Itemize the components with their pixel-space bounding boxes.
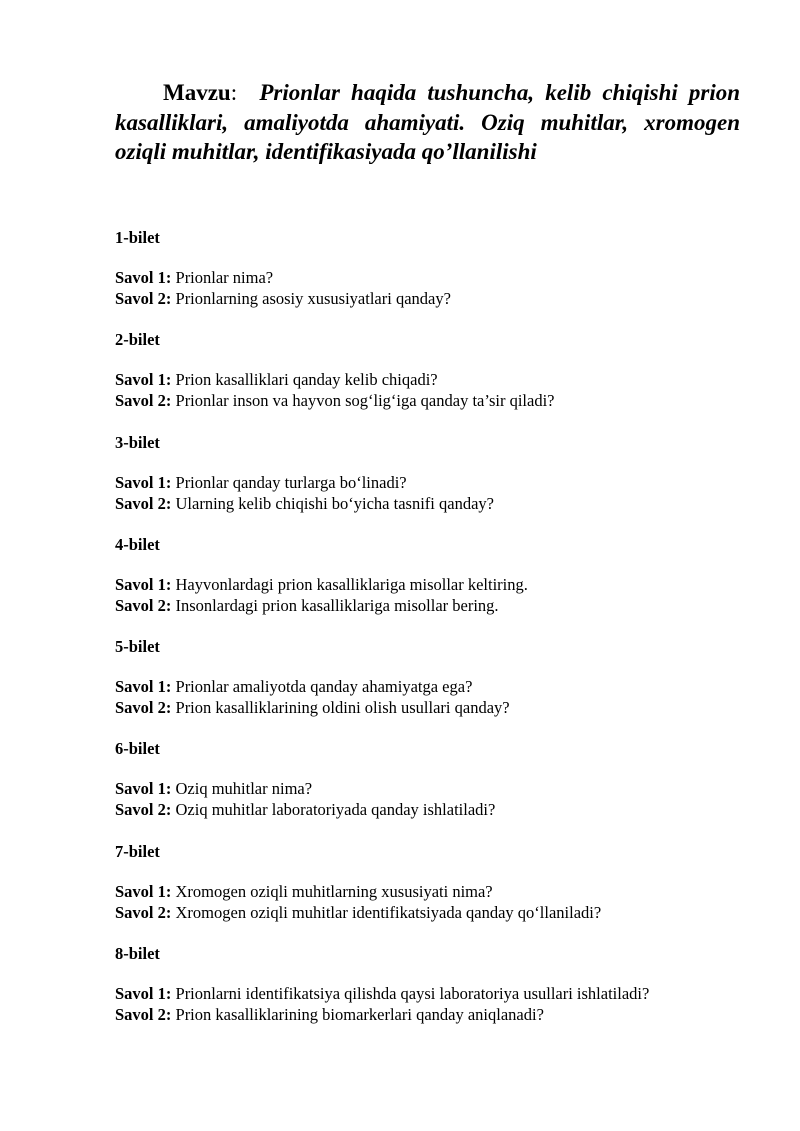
question-label: Savol 2: <box>115 800 172 820</box>
question-2 <box>115 288 755 309</box>
question-text: Prionlar qanday turlarga bo‘linadi? <box>175 472 407 492</box>
question-label: Savol 1: <box>115 268 172 287</box>
question-1 <box>115 983 755 1004</box>
question-text: Prionlarning asosiy xususiyatlari qanday? <box>175 289 451 308</box>
question-2 <box>115 390 755 411</box>
question-label: Savol 2: <box>115 391 172 411</box>
topic-text: Prionlar haqida tushuncha, kelib chiqishi prion kasalliklari, amaliyotda ahamiyati. Oziq muhitlar, xromogen oziqli muhitlar, identifikasiyada qo’llanilishi <box>115 80 741 164</box>
question-2 <box>115 493 755 514</box>
question-label: Savol 1: <box>115 677 172 697</box>
question-1 <box>115 267 755 288</box>
question-text: Prionlar nima? <box>175 268 274 287</box>
ticket-heading: 4-bilet <box>115 534 160 554</box>
question-1 <box>115 676 755 697</box>
question-1 <box>115 369 755 390</box>
question-text: Prionlarni identifikatsiya qilishda qaysi laboratoriya usullari ishlatiladi? <box>175 984 650 1004</box>
question-label: Savol 1: <box>115 370 172 390</box>
question-2 <box>115 697 755 718</box>
question-2 <box>115 595 755 616</box>
question-text: Insonlardagi prion kasalliklariga misollar bering. <box>175 595 499 615</box>
question-label: Savol 1: <box>115 574 172 594</box>
question-2 <box>115 902 755 923</box>
question-text: Oziq muhitlar nima? <box>175 779 313 799</box>
question-label: Savol 1: <box>115 881 172 901</box>
question-label: Savol 2: <box>115 1005 172 1025</box>
question-text: Xromogen oziqli muhitlarning xususiyati nima? <box>175 881 493 901</box>
question-label: Savol 2: <box>115 595 172 615</box>
ticket-heading: 1-bilet <box>115 228 160 247</box>
question-1 <box>115 574 755 595</box>
ticket-heading: 5-bilet <box>115 637 160 657</box>
question-label: Savol 1: <box>115 472 172 492</box>
ticket-2 <box>115 329 755 431</box>
ticket-heading: 7-bilet <box>115 841 160 861</box>
topic-colon: : <box>230 80 238 105</box>
question-text: Prionlar amaliyotda qanday ahamiyatga ega? <box>175 677 473 697</box>
ticket-list <box>115 227 755 1045</box>
ticket-1 <box>115 227 755 329</box>
question-text: Hayvonlardagi prion kasalliklariga misollar keltiring. <box>175 574 528 594</box>
question-1 <box>115 472 755 493</box>
question-text: Oziq muhitlar laboratoriyada qanday ishlatiladi? <box>175 800 496 820</box>
question-label: Savol 2: <box>115 902 172 922</box>
question-text: Ularning kelib chiqishi bo‘yicha tasnifi qanday? <box>175 493 494 513</box>
question-text: Prion kasalliklari qanday kelib chiqadi? <box>175 370 438 390</box>
question-label: Savol 2: <box>115 289 172 308</box>
ticket-heading: 6-bilet <box>115 739 160 759</box>
ticket-6 <box>115 738 755 840</box>
ticket-heading: 3-bilet <box>115 432 160 452</box>
ticket-heading: 2-bilet <box>115 330 160 350</box>
question-label: Savol 2: <box>115 698 172 718</box>
question-2 <box>115 799 755 820</box>
question-label: Savol 1: <box>115 984 172 1004</box>
ticket-7 <box>115 841 755 943</box>
ticket-4 <box>115 534 755 636</box>
ticket-3 <box>115 432 755 534</box>
question-text: Xromogen oziqli muhitlar identifikatsiyada qanday qo‘llaniladi? <box>175 902 602 922</box>
question-1 <box>115 778 755 799</box>
question-2 <box>115 1004 755 1025</box>
question-text: Prionlar inson va hayvon sog‘lig‘iga qanday ta’sir qiladi? <box>175 391 555 411</box>
question-text: Prion kasalliklarining oldini olish usullari qanday? <box>175 698 510 718</box>
question-label: Savol 2: <box>115 493 172 513</box>
ticket-8 <box>115 943 755 1045</box>
ticket-5 <box>115 636 755 738</box>
question-1 <box>115 881 755 902</box>
topic-title <box>115 78 740 167</box>
ticket-heading: 8-bilet <box>115 944 160 964</box>
question-text: Prion kasalliklarining biomarkerlari qanday aniqlanadi? <box>175 1005 544 1025</box>
question-label: Savol 1: <box>115 779 172 799</box>
topic-label: Mavzu <box>163 80 231 105</box>
